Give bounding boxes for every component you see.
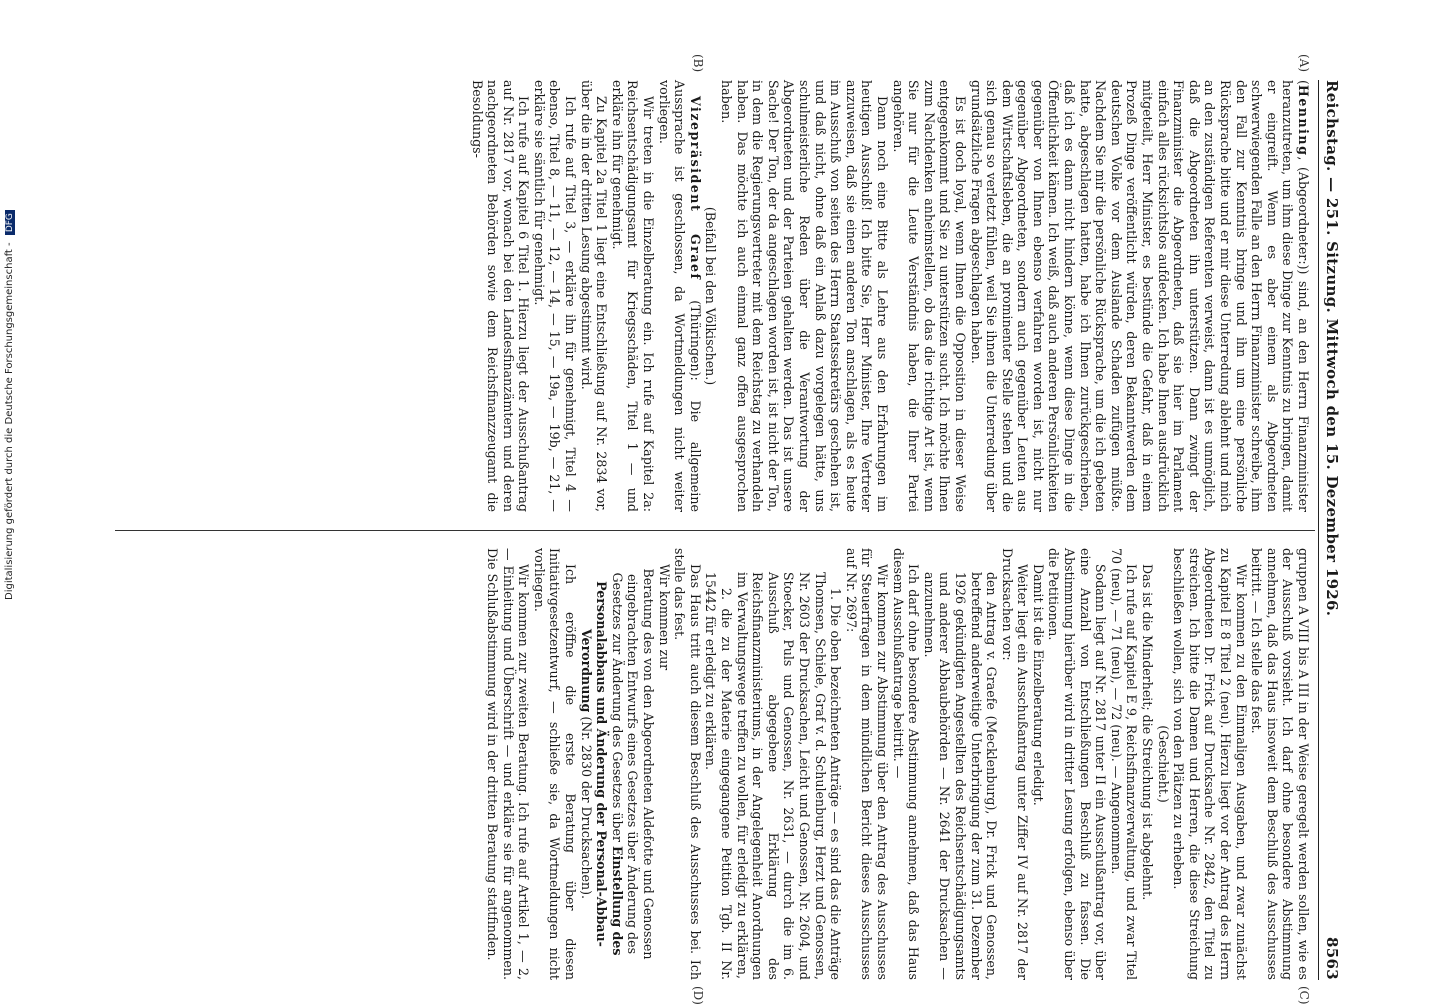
right-p10: Das Haus tritt auch diesem Beschluß des Ausschusses bei. Ich stelle das fest.	[672, 548, 703, 980]
left-p2: Es ist doch loyal, wenn Ihnen die Opposition in dieser Weise entgegenkommt und Sie zu unterstützen sucht. Ich möchte Ihnen zum Nachdenken anheimstellen, ob das die richtige Art ist, wenn Sie nur für die Leute Verständnis haben, die Ihrer Partei angehören.	[890, 80, 968, 512]
applause-note: (Beifall bei den Völkischen.)	[703, 206, 719, 386]
dfg-footer	[4, 210, 15, 600]
margin-mark-c: (C)	[1297, 986, 1311, 1005]
speaker-role: (Abgeordneter:)	[1296, 166, 1311, 270]
right-p6: Damit ist die Einzelberatung erledigt.	[1030, 564, 1046, 806]
margin-mark-a: (A)	[1297, 54, 1311, 73]
dfg-logo: DFG	[5, 210, 15, 235]
left-p8: Ich rufe auf Kapitel 6 Titel 1. Hierzu liegt der Ausschußantrag auf Nr. 2817 vor, wonach bei den Landesfinanzämtern und deren nachgeordneten Behörden sowie dem Reichsfinanzzeugamt die Besoldungs-	[469, 80, 532, 512]
left-p4-text: (Thüringen): Die allgemeine Aussprache ist geschlossen, da Wortmeldungen nicht weiter vorliegen.	[656, 80, 703, 512]
footer-text: Digitalisierung gefördert durch die Deutsche Forschungsgemeinschaft -	[4, 242, 15, 600]
right-p4: Ich rufe auf Kapitel E 9, Reichsfinanzverwaltung, und zwar Titel 70 (neu), — 71 (neu), — 72 (neu). — Angenommen.	[1108, 548, 1140, 980]
column-divider	[115, 530, 1315, 531]
left-p6: Zu Kapitel 2a Titel 1 liegt eine Entschließung auf Nr. 2834 vor, über die in der dritten Lesung abgestimmt wird.	[578, 80, 610, 512]
right-p7: Weiter liegt ein Ausschußantrag unter Ziffer IV auf Nr. 2817 der Drucksachen vor:	[999, 548, 1031, 980]
right-p8: Ich darf ohne besondere Abstimmung annehmen, daß das Haus diesem Ausschußantrage beitritt. —	[890, 548, 922, 980]
right-item1: 1. Die oben bezeichneten Anträge — es sind das die Anträge Thomsen, Schiele, Graf v. d. Schulenburg, Herzt und Genossen, Nr. 2603 der Drucksachen, Leicht und Genossen, Nr. 2604, und Stoecker, Puls und Genossen, Nr. 2631, — durch die im 6. Ausschuß abgegebene Erklärung des Reichsfinanzministeriums, in der Angelegenheit Anordnungen im Verwaltungswege treffen zu wollen, für erledigt zu erklären,	[734, 572, 844, 980]
bill-title-post: (Nr. 2830 der Drucksachen).	[578, 716, 594, 900]
right-p7-quote: den Antrag v. Graefe (Mecklenburg), Dr. Frick und Genossen, betreffend anderweitige Unterbringung der zum 31. Dezember 1926 gekündigten Angestellten des Reichsentschädigungsamts und anderer Abbaubehörden — Nr. 2641 der Drucksachen — anzunehmen.	[921, 572, 1000, 980]
bill-title-pre: Beratung des von den Abgeordneten Aldefotte und Genossen eingebrachten Entwurfs eines Gesetzes über Änderung des Gesetzes zur Änderung des Gesetzes über	[609, 568, 657, 960]
rotated-page	[105, 54, 1345, 1005]
right-p14: Wir kommen zur zweiten Beratung. Ich rufe auf Artikel 1, — 2, — Einleitung und Überschrift — und erkläre sie für angenommen. Die Schlußabstimmung wird in der dritten Beratung stattfinden.	[485, 548, 532, 980]
right-p1: gruppen A VIII bis A III in der Weise geregelt werden sollen, wie es der Ausschuß vorsieht. Ich darf ohne besondere Abstimmung annehmen, daß das Haus insoweit dem Beschluß des Ausschusses beitritt. — Ich stelle das fest.	[1249, 548, 1311, 980]
right-p3: Das ist die Minderheit; die Streichung ist abgelehnt.	[1140, 564, 1156, 901]
bill-title-bold: Einstellung des Personalabbaus und Änderung der Personal-Abbau-Verordnung	[578, 581, 625, 956]
right-p12	[578, 548, 656, 980]
left-column	[469, 80, 1311, 512]
right-p11: Wir kommen zur	[656, 564, 672, 671]
speaker-name: Henning	[1296, 84, 1311, 157]
right-item2: 2. die zu der Materie eingegangene Petition Tgb. II Nr. 15442 für erledigt zu erklären.	[703, 572, 735, 980]
left-p7: Ich rufe auf Titel 3, — erkläre ihn für genehmigt, Titel 4 — ebenso, Titel 8, — 11, — 12, — 14, — 15, — 19a, — 19b, — 21, — erkläre sie sämtlich für genehmigt.	[531, 80, 579, 512]
left-p3: Dann noch eine Bitte als Lehre aus den Erfahrungen im heutigen Ausschuß! Ich bitte Sie, Herr Minister, Ihre Vertreter anzuweisen, daß sie einen anderen Ton anschlagen, als es heute im Ausschuß von seiten des Herrn Staatssekretärs geschehen ist, und daß nicht, ohne daß ein Anlaß dazu vorgelegen hätte, uns schulmeisterliche Reden über die Verantwortung der Abgeordneten und der Parteien gehalten werden. Das ist unsere Sache! Der Ton, der da angeschlagen worden ist, ist nicht der Ton, in dem die Regierungsvertreter mit dem Reichstag zu verhandeln haben. Das möchte ich auch einmal ganz offen ausgesprochen haben.	[719, 80, 890, 512]
margin-mark-d: (D)	[691, 986, 705, 1005]
header-title: Reichstag. — 251. Sitzung. Mittwoch den 15. Dezember 1926.	[1323, 80, 1341, 617]
right-p9: Wir kommen zur Abstimmung über den Antrag des Ausschusses für Steuerfragen in dem mündlichen Bericht dieses Ausschusses auf Nr. 2697:	[843, 548, 890, 980]
right-column	[485, 548, 1311, 980]
right-p2-paren: (Geschieht.)	[1155, 725, 1171, 803]
page-number: 8563	[1323, 937, 1341, 980]
right-p5: Sodann liegt auf Nr. 2817 unter II ein Ausschußantrag vor, über eine Anzahl von Entschließungen Beschluß zu fassen. Die Abstimmung hierüber wird in dritter Lesung erfolgen, ebenso über die Petitionen.	[1046, 548, 1109, 980]
left-p4	[656, 80, 703, 512]
right-p13: Ich eröffne die erste Beratung über diesen Initiativgesetzentwurf, — schließe sie, da Wortmeldungen nicht vorliegen.	[531, 548, 579, 980]
page-header	[1318, 80, 1345, 980]
left-p1-text: sind, an den Herrn Finanzminister heranzutreten, um ihm diese Dinge zur Kenntnis zu bringen, damit er eingreift. Wenn es aber einem als Abgeordneten schwerwiegenden Falle an den Herrn Finanzminister schreibe, ihm den Fall zur Kenntnis bringe und ihn um eine persönliche Rücksprache bitte und er mir diese Unterredung ablehnt und mich an den zuständigen Referenten verweist, dann ist es unmöglich, daß die Abgeordneten ihn unterstützen. Dann zwingt der Finanzminister die Abgeordneten, daß sie hier im Parlament einfach alles rücksichtslos aufdecken. Ich habe Ihnen ausdrücklich mitgeteilt, Herr Minister, es bestünde die Gefahr, daß in einem Prozeß Dinge veröffentlicht würden, deren Bekanntwerden dem deutschen Volke vor dem Auslande Schaden zufügen müßte. Nachdem Sie mir die persönliche Rücksprache, um die ich gebeten hatte, abgeschlagen hatten, habe ich Ihnen zurückgeschrieben, daß ich es dann nicht hindern könne, wenn diese Dinge in die Öffentlichkeit kämen. Ich weiß, daß auch anderen Persönlichkeiten gegenüber von Ihnen ebenso verfahren worden ist, nicht nur gegenüber Abgeordneten, sondern auch gegenüber Leuten aus dem Wirtschaftsleben, die an prominenter Stelle stehen und die sich genau so verletzt fühlen, weil Sie ihnen die Unterredung über grundsätzliche Fragen abgeschlagen haben.	[968, 80, 1311, 512]
right-p2: Wir kommen zu den Einmaligen Ausgaben, und zwar zunächst zu Kapitel E 8 Titel 2 (neu). Hierzu liegt vor der Antrag des Herrn Abgeordneten Dr. Frick auf Drucksache Nr. 2842, den Titel zu streichen. Ich bitte die Damen und Herren, die diese Streichung beschließen wollen, sich von den Plätzen zu erheben.	[1171, 548, 1249, 980]
left-p1: (Henning, (Abgeordneter:)) sind, an den Herrn Finanzminister heranzutreten, um ihm diese Dinge zur Kenntnis zu bringen, damit er eingreift. Wenn es aber einem als Abgeordneten schwerwiegenden Falle an den Herrn Finanzminister schreibe, ihm den Fall zur Kenntnis bringe und ihn um eine persönliche Rücksprache bitte und er mir diese Unterredung ablehnt und mich an den zuständigen Referenten verweist, dann ist es unmöglich, daß die Abgeordneten ihn unterstützen. Dann zwingt der Finanzminister die Abgeordneten, daß sie hier im Parlament einfach alles rücksichtslos aufdecken. Ich habe Ihnen ausdrücklich mitgeteilt, Herr Minister, es bestünde die Gefahr, daß in einem Prozeß Dinge veröffentlicht würden, deren Bekanntwerden dem deutschen Volke vor dem Auslande Schaden zufügen müßte. Nachdem Sie mir die persönliche Rücksprache, um die ich gebeten hatte, abgeschlagen hatten, habe ich Ihnen zurückgeschrieben, daß ich es dann nicht hindern könne, wenn diese Dinge in die Öffentlichkeit kämen. Ich weiß, daß auch anderen Persönlichkeiten gegenüber von Ihnen ebenso verfahren worden ist, nicht nur gegenüber Abgeordneten, sondern auch gegenüber Leuten aus dem Wirtschaftsleben, die an prominenter Stelle stehen und die sich genau so verletzt fühlen, weil Sie ihnen die Unterredung über grundsätzliche Fragen abgeschlagen haben.	[968, 80, 1311, 512]
left-p5: Wir treten in die Einzelberatung ein. Ich rufe auf Kapitel 2a: Reichsentschädigungsamt für Kriegsschäden, Titel 1 — und erkläre ihn für genehmigt.	[609, 80, 657, 512]
vice-president-name: Vizepräsident Graef	[687, 96, 703, 281]
margin-mark-b: (B)	[691, 54, 705, 73]
